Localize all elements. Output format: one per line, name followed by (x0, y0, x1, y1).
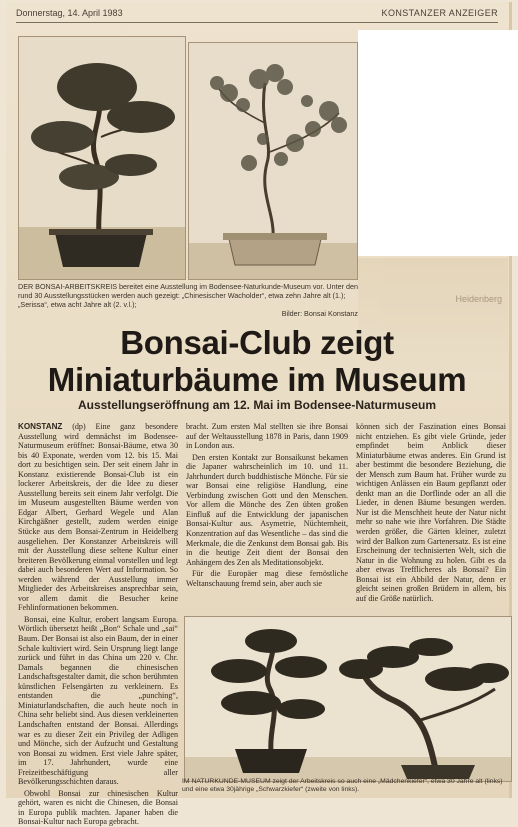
article-paragraph: können sich der Faszination eines Bonsai nicht entziehen. Es gibt viele Gründe, jeder empfindet beim Anblick dieser Miniaturbäume etwas anderes. Ein Grund ist aber bestimmt die besondere Beziehung, die der Mensch zum Baum hat. Früher wurde zu wichtigen Anlässen ein Baum gepflanzt oder denkt man an die Dorflinde oder an all die Lieder, in denen Bäume besungen werden. Nur ist die Menschheit heute der Natur nicht mehr so nahe wie ihre Vorfahren. Die Städte werden größer, die Gärten kleiner, zuletzt wird der Balkon zum Gartenersatz. Es ist eine Erscheinung der technisierten Welt, sich die Natur in die Wohnung zu holen. Gibt es da aber etwas Trefflicheres als Bonsai? Ein Bonsai ist ein Abbild der Natur, denn er gleicht seinen großen Brüdern in allem, bis auf die Größe natürlich. (356, 422, 506, 603)
page-header (16, 8, 498, 23)
article-paragraph: Obwohl Bonsai zur chinesischen Kultur gehört, waren es nicht die Chinesen, die Bonsai in Europa publik machten. Japaner haben die Bonsai-Kultur nach Europa gebracht. (18, 788, 178, 827)
blank-area (358, 30, 518, 256)
juniper-bonsai-image (19, 37, 185, 279)
lead-text: Eine ganz besondere Ausstellung wird demnächst im Bodensee-Naturmuseum eröffnet: Bonsai-Bäume, etwa 30 bis 40 Exponate, werden vom 12. bis 15. Mai dort zu besichtigen sein. Der seit einem Jahr in Konstanz existierende Bonsai-Club ist ein lockerer Arbeitskreis, der die Idee zu dieser Ausstellung bereits seit einem Jahr verfolgt. Die im Museum ausgestellten Bäume werden von Edgar Albert, Gerhard Wegele und Alan Kirchgäßner gestellt, zudem werden einige Stücke aus dem Bonsai-Zentrum in Heidelberg ausgeliehen. Der Konstanzer Arbeitskreis will mit der Ausstellung diese seltene Kultur einer breiteren Bevölkerung einmal vorstellen und legt dabei auch besonderen Wert auf Information. So werden während der Ausstellung immer Mitglieder des Arbeitskreises ansprechbar sein, vor allem damit die Besucher keine Fehlinformationen bekommen. (18, 422, 179, 613)
serissa-bonsai-image (189, 43, 357, 279)
caption-top-text: DER BONSAI-ARBEITSKREIS bereitet eine Ausstellung im Bodensee-Naturkunde-Museum vor. Unter den rund 30 Ausstellungsstücken werden auch gezeigt: „Chinesischer Wacholder“, etwa zehn Jahre alt (1.); „Serissa“, etwa acht Jahre alt (2. v.l.); (18, 282, 358, 309)
article-headline (16, 324, 498, 398)
newspaper-name: KONSTANZER ANZEIGER (381, 8, 498, 18)
headline-line-2: Miniaturbäume im Museum (47, 361, 467, 398)
pine-bonsai-image (185, 617, 511, 781)
article-subheadline: Ausstellungseröffnung am 12. Mai im Bodensee-Naturmuseum (77, 398, 437, 412)
photo-caption-top (18, 282, 358, 318)
article-paragraph: Für die Europäer mag diese fernöstliche Weltanschauung fremd sein, aber auch sie (186, 569, 348, 588)
issue-date: Donnerstag, 14. April 1983 (16, 8, 123, 18)
article-paragraph: Den ersten Kontakt zur Bonsaikunst bekamen die Japaner wahrscheinlich im 10. und 11. Jahrhundert durch buddhistische Mönche. Für sie war Bonsai eine religiöse Handlung, eine Verbindung zwischen Gott und den Menschen. Vor allem die Mönche des Zen übten großen Einfluß auf die Entwicklung der japanischen Bonsai-Kultur aus. Asymetrie, Nüchternheit, Konzentration auf das Wesentliche – das sind die Merkmale, die die Zenkunst dem Bonsai gab. Bis in die heutige Zeit dient der Bonsai den Anhängern des Zen als Meditationsobjekt. (186, 452, 348, 567)
photo-serissa-bonsai (188, 42, 358, 280)
photo-pine-bonsai-pair (184, 616, 512, 782)
dateline: KONSTANZ (18, 422, 63, 431)
article-lead-paragraph (18, 422, 178, 613)
photo-credit: Bilder: Bonsai Konstanz (281, 309, 358, 318)
article-column-2 (186, 422, 348, 608)
photo-juniper-bonsai (18, 36, 186, 280)
article-column-3 (356, 422, 506, 608)
article-paragraph: bracht. Zum ersten Mal stellten sie ihre Bonsai auf der Weltausstellung 1878 in Paris, dann 1909 in London aus. (186, 422, 348, 451)
article-column-1 (18, 422, 179, 827)
headline-line-1: Bonsai-Club zeigt (120, 324, 394, 361)
article-paragraph: Bonsai, eine Kultur, erobert langsam Europa. Wörtlich übersetzt heißt „Bon“ Schale und „sai“ Baum. Der Bonsai ist also ein Baum, der in einer Schale kultiviert wird. Sein Ursprung liegt lange zurück und führt in das China um 220 v. Chr. Damals begannen die chinesischen Landschaftsgestalter damit, die schon berühmten künstlichen Felsengärten zu verkleinern. Es entstanden die „punching“, Miniaturlandschaften, die auch heute noch in China sehr beliebt sind. Aus diesen verkleinerten Landschaften entstand der Bonsai. Allerdings war es zu dieser Zeit ein Privileg der Adligen und Mönche, sich der Aufzucht und Gestaltung von Bonsai zu widmen. Erst viele Jahre später, im 17. Jahrhundert, wurde eine Freizeitbeschäftigung aller Bevölkerungsschichten daraus. (18, 614, 178, 787)
agency: (dp) (72, 422, 86, 431)
newspaper-clipping (6, 2, 512, 827)
photo-caption-bottom: IM NATURKUNDE-MUSEUM zeigt der Arbeitskreis so auch eine „Mädchenkiefer“, etwa 30 Jahre alt (links) und eine etwa 30jährige „Schwarzkiefer“ (zweite von links). (182, 778, 503, 793)
adjacent-fragment-text: Heidenberg (455, 294, 502, 304)
